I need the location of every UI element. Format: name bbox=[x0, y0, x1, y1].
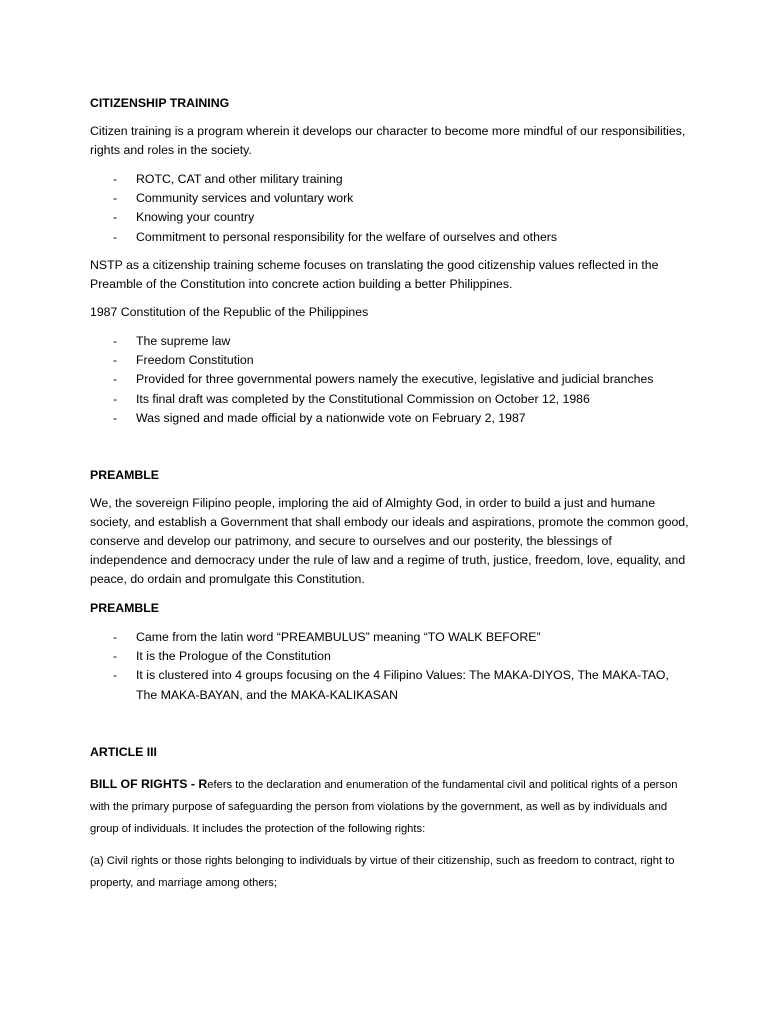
citizenship-training-heading: CITIZENSHIP TRAINING bbox=[90, 96, 230, 110]
list-item: - The supreme law bbox=[113, 334, 231, 348]
list-item: - ROTC, CAT and other military training bbox=[113, 172, 343, 186]
list-item: - Community services and voluntary work bbox=[113, 191, 354, 206]
nstp-paragraph: NSTP as a citizenship training scheme focuses on translating the good citizenship values reflected in the Preamble of the Constitution into concrete action building a better Philippines. bbox=[90, 258, 659, 291]
citizenship-list bbox=[90, 170, 690, 247]
preamble-list bbox=[90, 628, 690, 705]
list-item: - Was signed and made official by a nationwide vote on February 2, 1987 bbox=[113, 410, 526, 425]
bill-of-rights-title: BILL OF RIGHTS - R bbox=[90, 777, 208, 791]
list-item: - Knowing your country bbox=[113, 210, 255, 225]
constitution-heading: 1987 Constitution of the Republic of the Philippines bbox=[90, 305, 369, 319]
constitution-list bbox=[90, 332, 690, 428]
bill-of-rights-text: efers to the declaration and enumeration of the fundamental civil and political rights of a person with the primary purpose of safeguarding the person from violations by the government, as well as by individuals and group of individuals. It includes the protection of the following rights: bbox=[90, 779, 678, 835]
list-item: - It is clustered into 4 groups focusing on the 4 Filipino Values: The MAKA-DIYOS, The MAKA-TAO, The MAKA-BAYAN, and the MAKA-KALIKASAN bbox=[113, 668, 669, 702]
citizen-training-intro: Citizen training is a program wherein it develops our character to become more mindful of our responsibilities, rights and roles in the society. bbox=[90, 124, 686, 157]
civil-rights-paragraph: (a) Civil rights or those rights belonging to individuals by virtue of their citizenship, such as freedom to contract, right to property, and marriage among others; bbox=[90, 855, 675, 889]
list-item: - Its final draft was completed by the Constitutional Commission on October 12, 1986 bbox=[113, 391, 590, 406]
list-item: - Provided for three governmental powers namely the executive, legislative and judicial branches bbox=[113, 372, 654, 387]
preamble-text: We, the sovereign Filipino people, imploring the aid of Almighty God, in order to build a just and humane society, and establish a Government that shall embody our ideals and aspirations, promote the common good, conserve and develop our patrimony, and secure to ourselves and our posterity, the blessings of independence and democracy under the rule of law and a regime of truth, justice, freedom, love, equality, and peace, do ordain and promulgate this Constitution. bbox=[90, 496, 689, 586]
article-iii-heading: ARTICLE III bbox=[90, 745, 157, 759]
bill-of-rights-paragraph bbox=[90, 774, 690, 840]
list-item: - Freedom Constitution bbox=[113, 353, 254, 368]
preamble-heading: PREAMBLE bbox=[90, 468, 160, 482]
list-item: - Commitment to personal responsibility for the welfare of ourselves and others bbox=[113, 229, 558, 244]
preamble-heading-2: PREAMBLE bbox=[90, 601, 160, 615]
list-item: - It is the Prologue of the Constitution bbox=[113, 649, 331, 664]
list-item: - Came from the latin word “PREAMBULUS” meaning “TO WALK BEFORE” bbox=[113, 630, 541, 644]
